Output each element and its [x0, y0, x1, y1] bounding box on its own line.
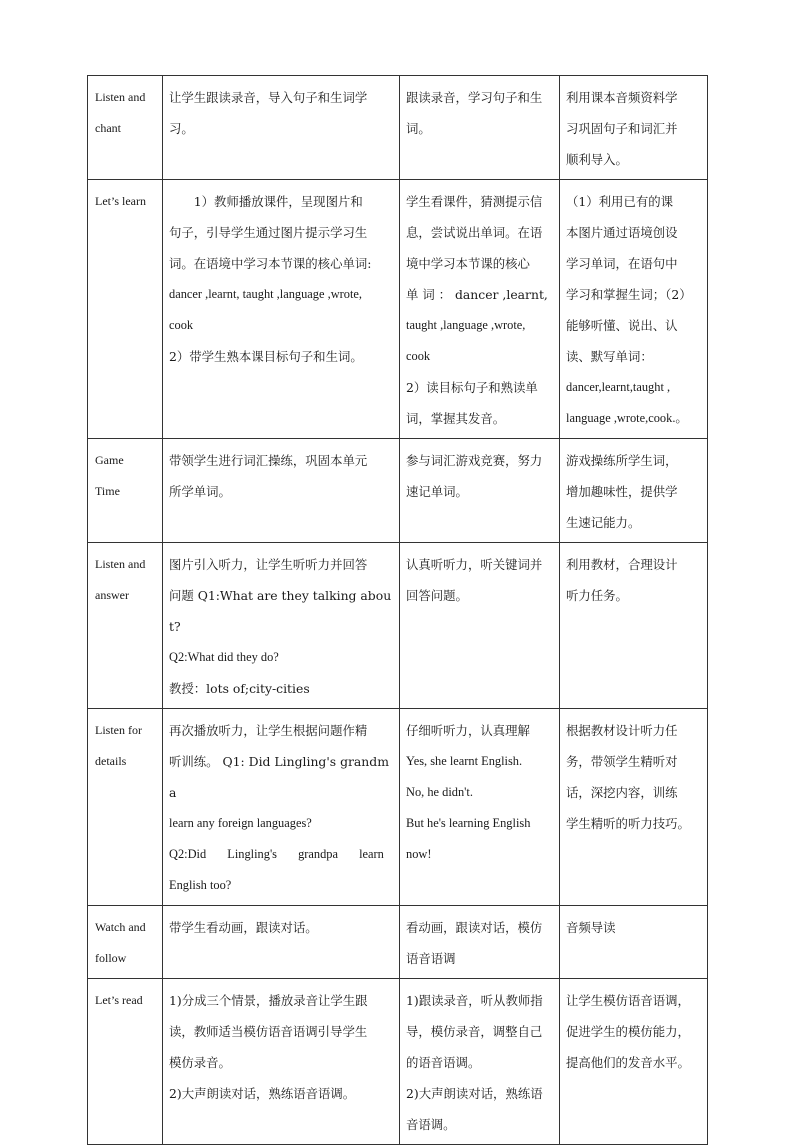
- text-line: 让学生模仿语音语调，: [566, 993, 690, 1008]
- text-line: 息，尝试说出单词。在语: [406, 225, 543, 240]
- student-activity-cell: [400, 76, 560, 180]
- step-name-line: Watch and: [95, 920, 146, 934]
- step-name-line: Listen for: [95, 723, 142, 737]
- text-line: 的语音语调。: [406, 1055, 481, 1070]
- text-line: dancer,learnt,taught ,: [566, 380, 671, 394]
- text-line: 境中学习本节课的核心: [406, 256, 530, 271]
- step-name-line: details: [95, 754, 127, 768]
- text-line: 认真听听力，听关键词并: [406, 557, 543, 572]
- text-line: language ,wrote,cook.。: [566, 411, 688, 425]
- design-purpose-cell: [560, 906, 708, 979]
- text-line: 语音语调: [406, 951, 456, 966]
- step-cell: [88, 979, 163, 1145]
- table-row: [88, 906, 708, 979]
- text-line: 仔细听听力，认真理解: [406, 723, 530, 738]
- text-line: 再次播放听力，让学生根据问题作精: [169, 723, 368, 738]
- text-line: 提高他们的发音水平。: [566, 1055, 690, 1070]
- teacher-activity-cell: [163, 906, 400, 979]
- student-activity-cell: [400, 979, 560, 1145]
- text-line: 习。: [169, 121, 194, 136]
- text-line: 所学单词。: [169, 484, 231, 499]
- teacher-activity-cell: [163, 439, 400, 543]
- text-line: 利用课本音频资料学: [566, 90, 678, 105]
- text-line: Q2:What did they do?: [169, 650, 279, 664]
- text-line: 能够听懂、说出、认: [566, 318, 678, 333]
- step-name-line: answer: [95, 588, 129, 602]
- text-line: 问题 Q1:What are they talking about?: [169, 588, 392, 634]
- text-line: now!: [406, 847, 432, 861]
- design-purpose-cell: [560, 709, 708, 906]
- text-line: （1）利用已有的课: [566, 194, 674, 209]
- student-activity-cell: [400, 439, 560, 543]
- text-line: 学生看课件，猜测提示信: [406, 194, 543, 209]
- text-line: 句子，引导学生通过图片提示学习生: [169, 225, 368, 240]
- step-name-line: Let’s learn: [95, 194, 146, 208]
- text-line: 利用教材，合理设计: [566, 557, 678, 572]
- text-line: 读、默写单词：: [566, 349, 653, 364]
- text-line: 听力任务。: [566, 588, 628, 603]
- step-cell: [88, 709, 163, 906]
- text-line: 2)大声朗读对话，熟练语音语调。: [169, 1086, 356, 1101]
- text-line: 教授：lots of;city-cities: [169, 681, 310, 696]
- step-cell: [88, 906, 163, 979]
- student-activity-cell: [400, 709, 560, 906]
- text-line: 词，掌握其发音。: [406, 411, 506, 426]
- text-line: 促进学生的模仿能力，: [566, 1024, 690, 1039]
- text-line: 回答问题。: [406, 588, 468, 603]
- text-line: 音频导读: [566, 920, 616, 935]
- step-cell: [88, 543, 163, 709]
- text-line: 2）读目标句子和熟读单: [406, 380, 538, 395]
- text-line: dancer ,learnt, taught ,language ,wrote,: [169, 287, 363, 301]
- table-row: [88, 180, 708, 439]
- text-line: 看动画，跟读对话，模仿: [406, 920, 543, 935]
- text-line: 务，带领学生精听对: [566, 754, 678, 769]
- text-line: 1)分成三个情景，播放录音让学生跟: [169, 993, 368, 1008]
- text-line: 带学生看动画，跟读对话。: [169, 920, 318, 935]
- text-line: 话，深挖内容，训练: [566, 785, 678, 800]
- step-cell: [88, 76, 163, 180]
- text-line: 习巩固句子和词汇并: [566, 121, 678, 136]
- text-line: 带领学生进行词汇操练，巩固本单元: [169, 453, 368, 468]
- step-name-line: follow: [95, 951, 127, 965]
- table-row: [88, 979, 708, 1145]
- table-row: [88, 709, 708, 906]
- student-activity-cell: [400, 543, 560, 709]
- text-line: 学生精听的听力技巧。: [566, 816, 690, 831]
- text-line: No, he didn't.: [406, 785, 473, 799]
- design-purpose-cell: [560, 543, 708, 709]
- text-line: 音语调。: [406, 1117, 456, 1132]
- text-line: 顺利导入。: [566, 152, 628, 167]
- text-line: 读，教师适当模仿语音语调引导学生: [169, 1024, 368, 1039]
- text-line: 2）带学生熟本课目标句子和生词。: [169, 349, 363, 364]
- step-name-line: Listen and: [95, 90, 146, 104]
- text-line: cook: [406, 349, 431, 363]
- table-row: [88, 76, 708, 180]
- student-activity-cell: [400, 180, 560, 439]
- text-line: 1)跟读录音，听从教师指: [406, 993, 543, 1008]
- text-line: But he's learning English: [406, 816, 531, 830]
- text-line: 学习单词，在语句中: [566, 256, 678, 271]
- teacher-activity-cell: [163, 180, 400, 439]
- text-line: 游戏操练所学生词，: [566, 453, 678, 468]
- text-line: 增加趣味性，提供学: [566, 484, 678, 499]
- student-activity-cell: [400, 906, 560, 979]
- text-line: 2)大声朗读对话，熟练语: [406, 1086, 543, 1101]
- step-name-line: Let’s read: [95, 993, 143, 1007]
- text-line: 跟读录音，学习句子和生: [406, 90, 543, 105]
- text-line: 词。: [406, 121, 431, 136]
- step-name-line: Time: [95, 484, 120, 498]
- text-line: 速记单词。: [406, 484, 468, 499]
- design-purpose-cell: [560, 979, 708, 1145]
- text-line: English too?: [169, 878, 232, 892]
- text-line: 参与词汇游戏竞赛，努力: [406, 453, 543, 468]
- text-line: Yes, she learnt English.: [406, 754, 523, 768]
- text-line: learn any foreign languages?: [169, 816, 312, 830]
- step-name-line: chant: [95, 121, 121, 135]
- text-line: 让学生跟读录音，导入句子和生词学: [169, 90, 368, 105]
- teacher-activity-cell: [163, 76, 400, 180]
- step-cell: [88, 180, 163, 439]
- teacher-activity-cell: [163, 543, 400, 709]
- design-purpose-cell: [560, 180, 708, 439]
- text-line: 根据教材设计听力任: [566, 723, 678, 738]
- step-cell: [88, 439, 163, 543]
- text-line: taught ,language ,wrote,: [406, 318, 526, 332]
- teacher-activity-cell: [163, 709, 400, 906]
- design-purpose-cell: [560, 76, 708, 180]
- text-line: 模仿录音。: [169, 1055, 231, 1070]
- teacher-activity-cell: [163, 979, 400, 1145]
- text-line: 听训练。 Q1: Did Lingling's grandma: [169, 754, 389, 800]
- text-line: 单 词 ： dancer ,learnt,: [406, 287, 548, 302]
- step-name-line: Game: [95, 453, 124, 467]
- text-line: 学习和掌握生词；（2）: [566, 287, 692, 302]
- table-row: [88, 543, 708, 709]
- text-line: Q2:Did Lingling's grandpa learn: [169, 847, 384, 861]
- text-line: 图片引入听力，让学生听听力并回答: [169, 557, 368, 572]
- text-line: 生速记能力。: [566, 515, 641, 530]
- text-line: cook: [169, 318, 194, 332]
- design-purpose-cell: [560, 439, 708, 543]
- text-line: 词。在语境中学习本节课的核心单词:: [169, 256, 372, 271]
- text-line: 1）教师播放课件，呈现图片和: [169, 194, 363, 209]
- lesson-plan-table: [87, 75, 708, 1145]
- text-line: 本图片通过语境创设: [566, 225, 678, 240]
- step-name-line: Listen and: [95, 557, 146, 571]
- text-line: 导，模仿录音，调整自己: [406, 1024, 543, 1039]
- table-row: [88, 439, 708, 543]
